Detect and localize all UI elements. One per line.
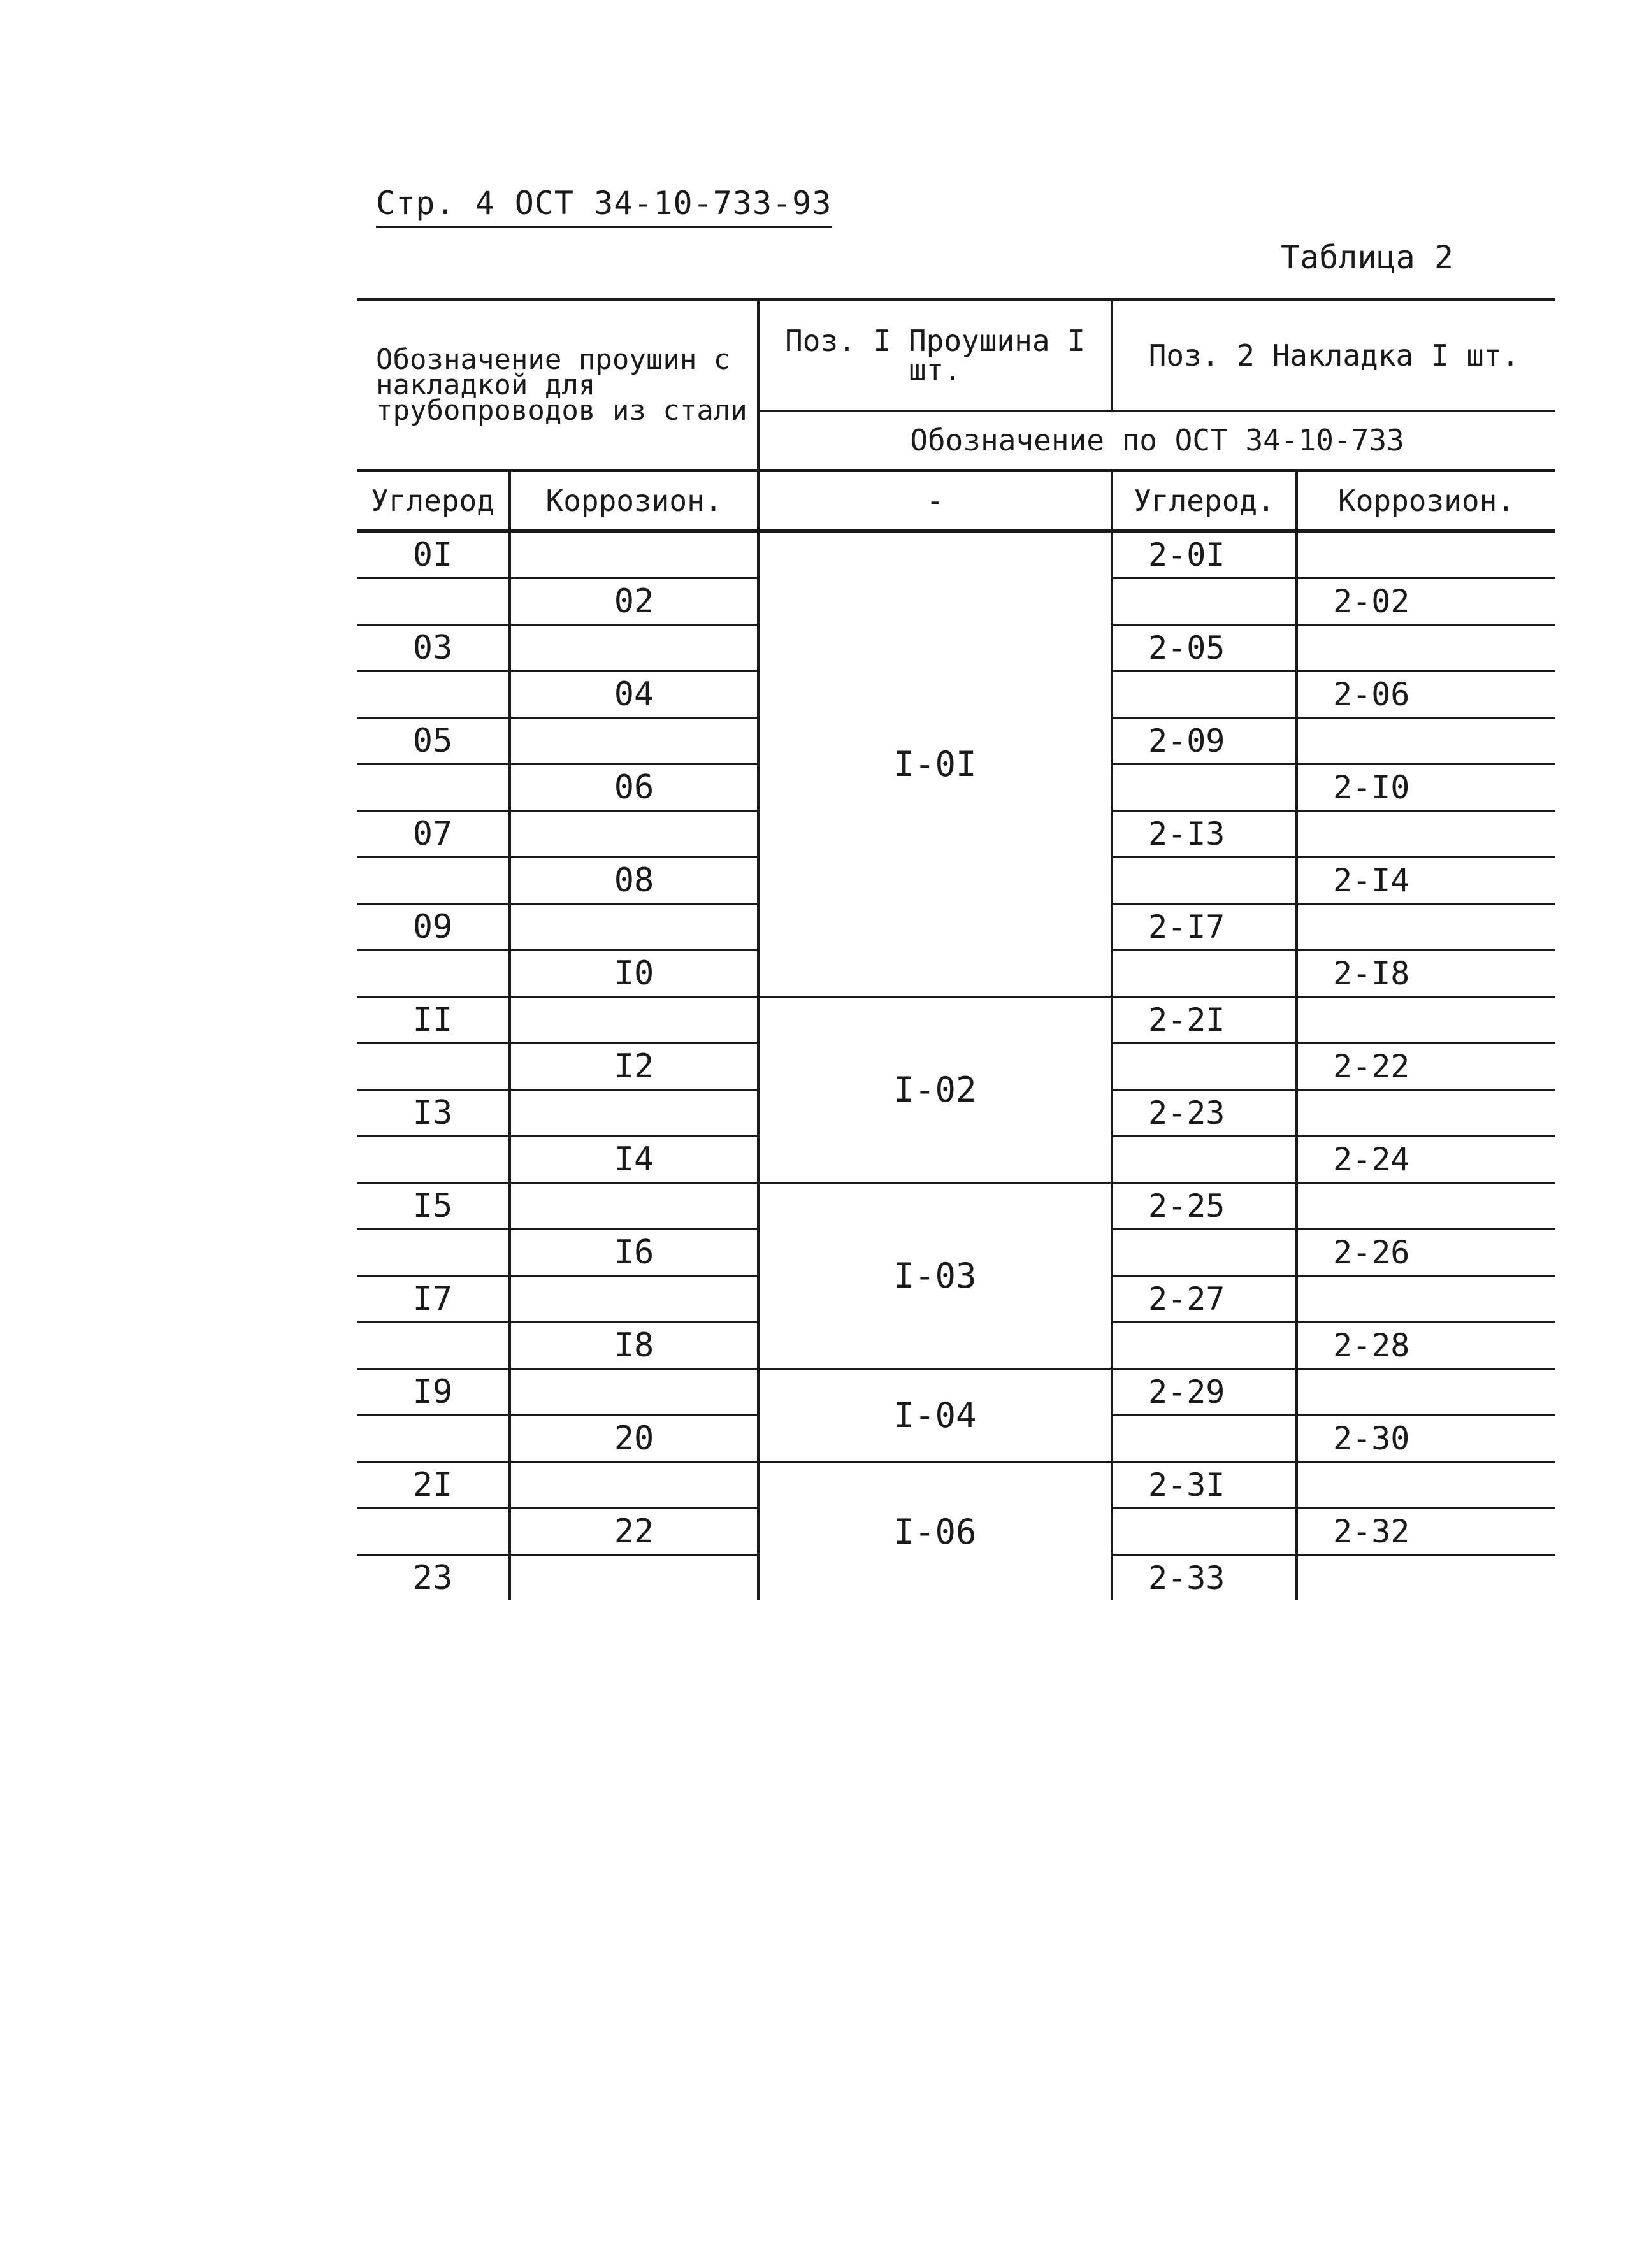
cell-corrosion: 08 xyxy=(510,858,758,904)
subheader-corrosion: Коррозион. xyxy=(510,471,758,531)
cell-carbon: 07 xyxy=(357,811,510,858)
cell-plate-corrosion: 2-24 xyxy=(1297,1137,1555,1183)
cell-plate-corrosion: 2-26 xyxy=(1297,1230,1555,1276)
cell-plate-carbon: 2-0I xyxy=(1112,531,1297,578)
cell-corrosion xyxy=(510,718,758,764)
cell-plate-carbon: 2-I3 xyxy=(1112,811,1297,858)
table-row xyxy=(357,531,1555,578)
cell-lug: I-03 xyxy=(758,1183,1112,1369)
cell-plate-carbon: 2-25 xyxy=(1112,1183,1297,1230)
cell-plate-corrosion xyxy=(1297,531,1555,578)
cell-corrosion: I0 xyxy=(510,951,758,997)
cell-carbon: I7 xyxy=(357,1276,510,1323)
cell-plate-carbon: 2-23 xyxy=(1112,1090,1297,1137)
cell-plate-carbon xyxy=(1112,1323,1297,1369)
cell-corrosion: 22 xyxy=(510,1509,758,1555)
cell-plate-corrosion xyxy=(1297,997,1555,1044)
cell-lug: I-06 xyxy=(758,1462,1112,1601)
table-body xyxy=(357,531,1555,1601)
cell-corrosion xyxy=(510,811,758,858)
table-row xyxy=(357,1462,1555,1509)
header-pos2: Поз. 2 Накладка I шт. xyxy=(1112,300,1555,411)
cell-lug: I-04 xyxy=(758,1369,1112,1462)
cell-carbon: 09 xyxy=(357,904,510,951)
cell-carbon xyxy=(357,1137,510,1183)
cell-corrosion: I6 xyxy=(510,1230,758,1276)
cell-corrosion: 20 xyxy=(510,1416,758,1462)
cell-lug: I-02 xyxy=(758,997,1112,1183)
cell-corrosion xyxy=(510,1555,758,1601)
cell-lug: I-0I xyxy=(758,531,1112,997)
cell-plate-corrosion xyxy=(1297,718,1555,764)
cell-corrosion: 04 xyxy=(510,671,758,718)
table-caption: Таблица 2 xyxy=(1281,239,1453,276)
cell-carbon xyxy=(357,1323,510,1369)
cell-plate-carbon: 2-2I xyxy=(1112,997,1297,1044)
cell-plate-carbon xyxy=(1112,764,1297,811)
cell-plate-corrosion: 2-02 xyxy=(1297,578,1555,625)
spec-table xyxy=(357,298,1555,1600)
cell-plate-carbon: 2-09 xyxy=(1112,718,1297,764)
cell-plate-corrosion xyxy=(1297,1090,1555,1137)
subheader-carbon: Углерод xyxy=(357,471,510,531)
cell-plate-corrosion xyxy=(1297,904,1555,951)
cell-corrosion xyxy=(510,1369,758,1416)
cell-plate-corrosion: 2-22 xyxy=(1297,1044,1555,1090)
cell-plate-carbon: 2-29 xyxy=(1112,1369,1297,1416)
header-designation-lugs: Обозначение проушин с накладкой для трубопроводов из стали xyxy=(357,300,758,471)
page-header: Стр. 4 ОСТ 34-10-733-93 xyxy=(376,185,832,228)
cell-corrosion xyxy=(510,1090,758,1137)
cell-corrosion xyxy=(510,531,758,578)
subheader-plate-corrosion: Коррозион. xyxy=(1297,471,1555,531)
cell-corrosion: 06 xyxy=(510,764,758,811)
cell-plate-carbon: 2-33 xyxy=(1112,1555,1297,1601)
table-row xyxy=(357,997,1555,1044)
cell-corrosion xyxy=(510,904,758,951)
cell-corrosion: I2 xyxy=(510,1044,758,1090)
cell-carbon xyxy=(357,671,510,718)
cell-carbon xyxy=(357,858,510,904)
cell-plate-corrosion xyxy=(1297,1462,1555,1509)
cell-carbon xyxy=(357,951,510,997)
cell-plate-corrosion xyxy=(1297,811,1555,858)
subheader-plate-carbon: Углерод. xyxy=(1112,471,1297,531)
cell-plate-corrosion: 2-06 xyxy=(1297,671,1555,718)
cell-corrosion: 02 xyxy=(510,578,758,625)
cell-carbon: I3 xyxy=(357,1090,510,1137)
cell-plate-corrosion: 2-I0 xyxy=(1297,764,1555,811)
cell-carbon xyxy=(357,578,510,625)
cell-plate-carbon xyxy=(1112,858,1297,904)
cell-carbon xyxy=(357,764,510,811)
cell-plate-carbon: 2-05 xyxy=(1112,625,1297,671)
cell-plate-carbon xyxy=(1112,671,1297,718)
cell-plate-carbon xyxy=(1112,1044,1297,1090)
table-row xyxy=(357,1369,1555,1416)
cell-plate-corrosion: 2-28 xyxy=(1297,1323,1555,1369)
cell-carbon: 23 xyxy=(357,1555,510,1601)
cell-plate-carbon xyxy=(1112,1230,1297,1276)
cell-plate-corrosion: 2-I8 xyxy=(1297,951,1555,997)
cell-carbon: 0I xyxy=(357,531,510,578)
cell-corrosion xyxy=(510,1462,758,1509)
cell-corrosion: I4 xyxy=(510,1137,758,1183)
table-row xyxy=(357,1183,1555,1230)
cell-plate-corrosion xyxy=(1297,1276,1555,1323)
cell-plate-corrosion xyxy=(1297,625,1555,671)
cell-plate-corrosion xyxy=(1297,1369,1555,1416)
cell-corrosion xyxy=(510,1276,758,1323)
subheader-dash: - xyxy=(758,471,1112,531)
cell-plate-carbon xyxy=(1112,1509,1297,1555)
header-designation-ost: Обозначение по ОСТ 34-10-733 xyxy=(758,411,1555,471)
cell-carbon xyxy=(357,1230,510,1276)
cell-plate-corrosion xyxy=(1297,1555,1555,1601)
header-pos1: Поз. I Проушина I шт. xyxy=(758,300,1112,411)
cell-carbon xyxy=(357,1044,510,1090)
cell-plate-carbon: 2-3I xyxy=(1112,1462,1297,1509)
cell-carbon: 05 xyxy=(357,718,510,764)
cell-plate-carbon xyxy=(1112,1137,1297,1183)
cell-plate-corrosion: 2-30 xyxy=(1297,1416,1555,1462)
cell-carbon: 03 xyxy=(357,625,510,671)
cell-corrosion xyxy=(510,625,758,671)
cell-plate-carbon: 2-27 xyxy=(1112,1276,1297,1323)
cell-plate-carbon: 2-I7 xyxy=(1112,904,1297,951)
cell-carbon: I5 xyxy=(357,1183,510,1230)
cell-plate-corrosion: 2-I4 xyxy=(1297,858,1555,904)
cell-carbon: I9 xyxy=(357,1369,510,1416)
cell-plate-corrosion: 2-32 xyxy=(1297,1509,1555,1555)
cell-corrosion xyxy=(510,1183,758,1230)
cell-corrosion xyxy=(510,997,758,1044)
cell-carbon xyxy=(357,1416,510,1462)
cell-carbon: II xyxy=(357,997,510,1044)
cell-corrosion: I8 xyxy=(510,1323,758,1369)
cell-carbon xyxy=(357,1509,510,1555)
cell-plate-carbon xyxy=(1112,578,1297,625)
cell-plate-carbon xyxy=(1112,951,1297,997)
cell-plate-corrosion xyxy=(1297,1183,1555,1230)
cell-carbon: 2I xyxy=(357,1462,510,1509)
cell-plate-carbon xyxy=(1112,1416,1297,1462)
